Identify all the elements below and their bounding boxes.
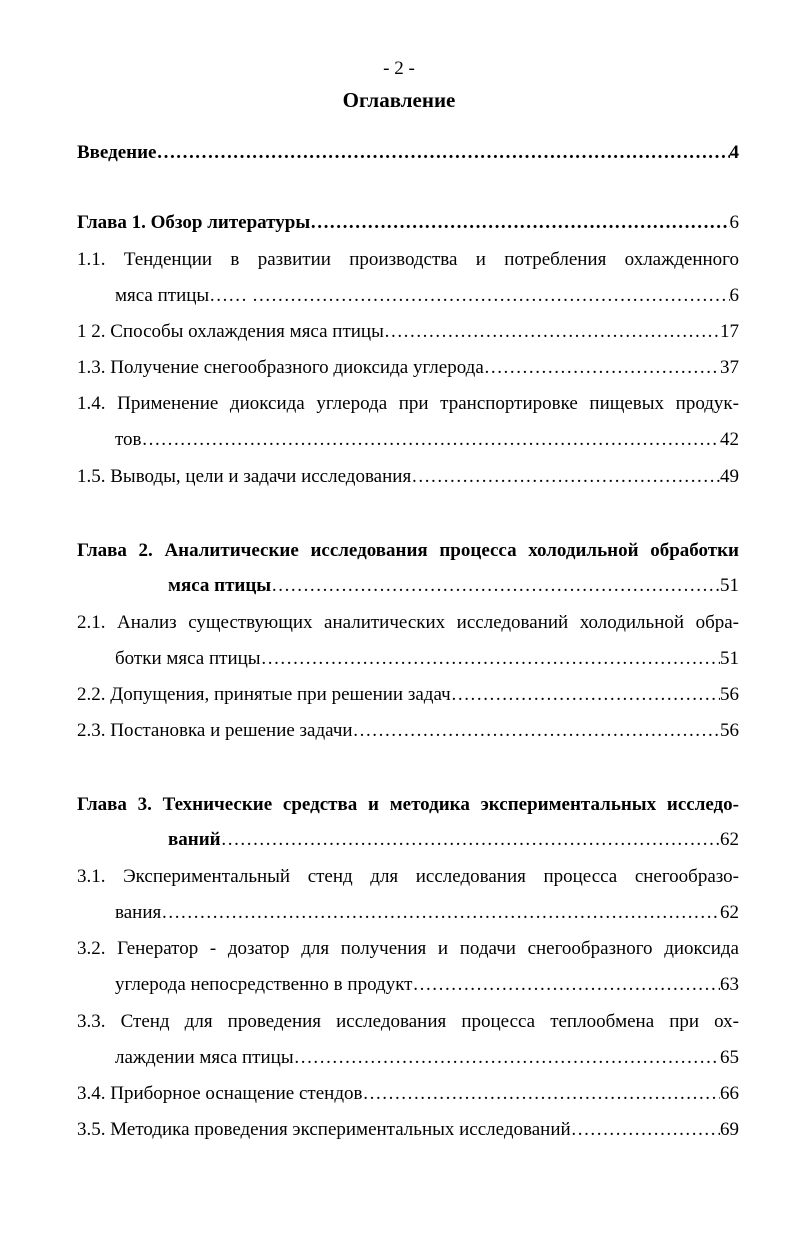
toc-entry-text: Глава 1. Обзор литературы <box>77 212 311 233</box>
leader-dots <box>412 972 720 998</box>
toc-entry-1-2[interactable] <box>77 319 739 345</box>
toc-entry-2-2[interactable] <box>77 682 739 708</box>
toc-entry-text: 3.4. Приборное оснащение стендов <box>77 1083 363 1104</box>
toc-entry-text: мяса птицы <box>168 575 272 596</box>
toc-page-number: 56 <box>720 684 739 705</box>
toc-entry-2-1-cont[interactable] <box>115 646 739 672</box>
toc-entry-text: мяса птицы…… …………… <box>115 285 347 306</box>
leader-dots <box>221 827 720 853</box>
leader-dots <box>353 718 720 744</box>
page-title: Оглавление <box>342 88 456 112</box>
toc-page-number: 66 <box>720 1083 739 1104</box>
toc-entry-3-4[interactable] <box>77 1081 739 1107</box>
toc-page-number: 65 <box>720 1047 739 1068</box>
toc-page-number: 17 <box>720 321 739 342</box>
toc-entry-chapter-1[interactable] <box>77 210 739 236</box>
toc-entry-text: ваний <box>168 829 221 850</box>
toc-entry-text: 1.3. Получение снегообразного диоксида углерода <box>77 357 484 378</box>
toc-entry-text: 2.2. Допущения, принятые при решении задач <box>77 684 451 705</box>
toc-page-number: 37 <box>720 357 739 378</box>
toc-page-number: 4 <box>729 142 739 163</box>
toc-entry-1-3[interactable] <box>77 355 739 381</box>
toc-entry-text: 3.5. Методика проведения экспериментальных исследований <box>77 1119 571 1140</box>
toc-entry-3-2-cont[interactable] <box>115 972 739 998</box>
toc-entry-chapter-3[interactable]: Глава 3. Технические средства и методика экспериментальных исследо- <box>77 794 739 815</box>
leader-dots <box>451 682 720 708</box>
page-number: - 2 - <box>383 58 415 79</box>
leader-dots <box>384 319 720 345</box>
toc-page-number: 62 <box>720 902 739 923</box>
toc-page-number: 56 <box>720 720 739 741</box>
toc-page-number: 51 <box>720 575 739 596</box>
leader-dots <box>347 283 730 309</box>
leader-dots <box>484 355 720 381</box>
toc-entry-chapter-3-cont[interactable] <box>168 827 739 853</box>
toc-page-number: 69 <box>720 1119 739 1140</box>
toc-entry-1-1-cont[interactable] <box>115 283 739 309</box>
toc-page-number: 42 <box>720 429 739 450</box>
leader-dots <box>294 1045 720 1071</box>
toc-entry-3-1[interactable]: 3.1. Экспериментальный стенд для исследования процесса снегообразо- <box>77 866 739 887</box>
toc-entry-text: 1 2. Способы охлаждения мяса птицы <box>77 321 384 342</box>
toc-entry-3-3-cont[interactable] <box>115 1045 739 1071</box>
toc-entry-chapter-2-cont[interactable] <box>168 573 739 599</box>
toc-page-number: 6 <box>729 285 739 306</box>
leader-dots <box>142 427 720 453</box>
toc-page-number: 49 <box>720 466 739 487</box>
toc-entry-3-3[interactable]: 3.3. Стенд для проведения исследования процесса теплообмена при ох- <box>77 1011 739 1032</box>
toc-entry-intro[interactable] <box>77 140 739 166</box>
toc-entry-text: 1.5. Выводы, цели и задачи исследования <box>77 466 412 487</box>
leader-dots <box>411 464 720 490</box>
toc-page-number: 63 <box>720 974 739 995</box>
toc-entry-text: лаждении мяса птицы <box>115 1047 294 1068</box>
toc-entry-2-3[interactable] <box>77 718 739 744</box>
leader-dots <box>571 1117 720 1143</box>
toc-page-number: 51 <box>720 648 739 669</box>
toc-page-number: 6 <box>729 212 739 233</box>
leader-dots <box>362 1081 720 1107</box>
toc-entry-chapter-2[interactable]: Глава 2. Аналитические исследования процесса холодильной обработки <box>77 540 739 561</box>
toc-entry-text: тов <box>115 429 142 450</box>
toc-entry-1-4-cont[interactable] <box>115 427 739 453</box>
toc-page-number: 62 <box>720 829 739 850</box>
leader-dots <box>310 210 729 236</box>
leader-dots <box>261 646 720 672</box>
toc-entry-text: 2.3. Постановка и решение задачи <box>77 720 353 741</box>
toc-entry-3-1-cont[interactable] <box>115 900 739 926</box>
leader-dots <box>275 900 720 926</box>
toc-entry-text: Введение <box>77 142 157 163</box>
toc-entry-text: ботки мяса птицы <box>115 648 261 669</box>
toc-entry-text: углерода непосредственно в продукт <box>115 974 413 995</box>
leader-dots <box>271 573 720 599</box>
toc-entry-1-4[interactable]: 1.4. Применение диоксида углерода при транспортировке пищевых продук- <box>77 393 739 414</box>
toc-entry-2-1[interactable]: 2.1. Анализ существующих аналитических исследований холодильной обра- <box>77 612 739 633</box>
toc-entry-3-5[interactable] <box>77 1117 739 1143</box>
toc-entry-1-1[interactable]: 1.1. Тенденции в развитии производства и потребления охлажденного <box>77 249 739 270</box>
toc-entry-1-5[interactable] <box>77 464 739 490</box>
toc-entry-3-2[interactable]: 3.2. Генератор - дозатор для получения и подачи снегообразного диоксида <box>77 938 739 959</box>
leader-dots <box>157 140 730 166</box>
toc-entry-text: вания……………… <box>115 902 276 923</box>
